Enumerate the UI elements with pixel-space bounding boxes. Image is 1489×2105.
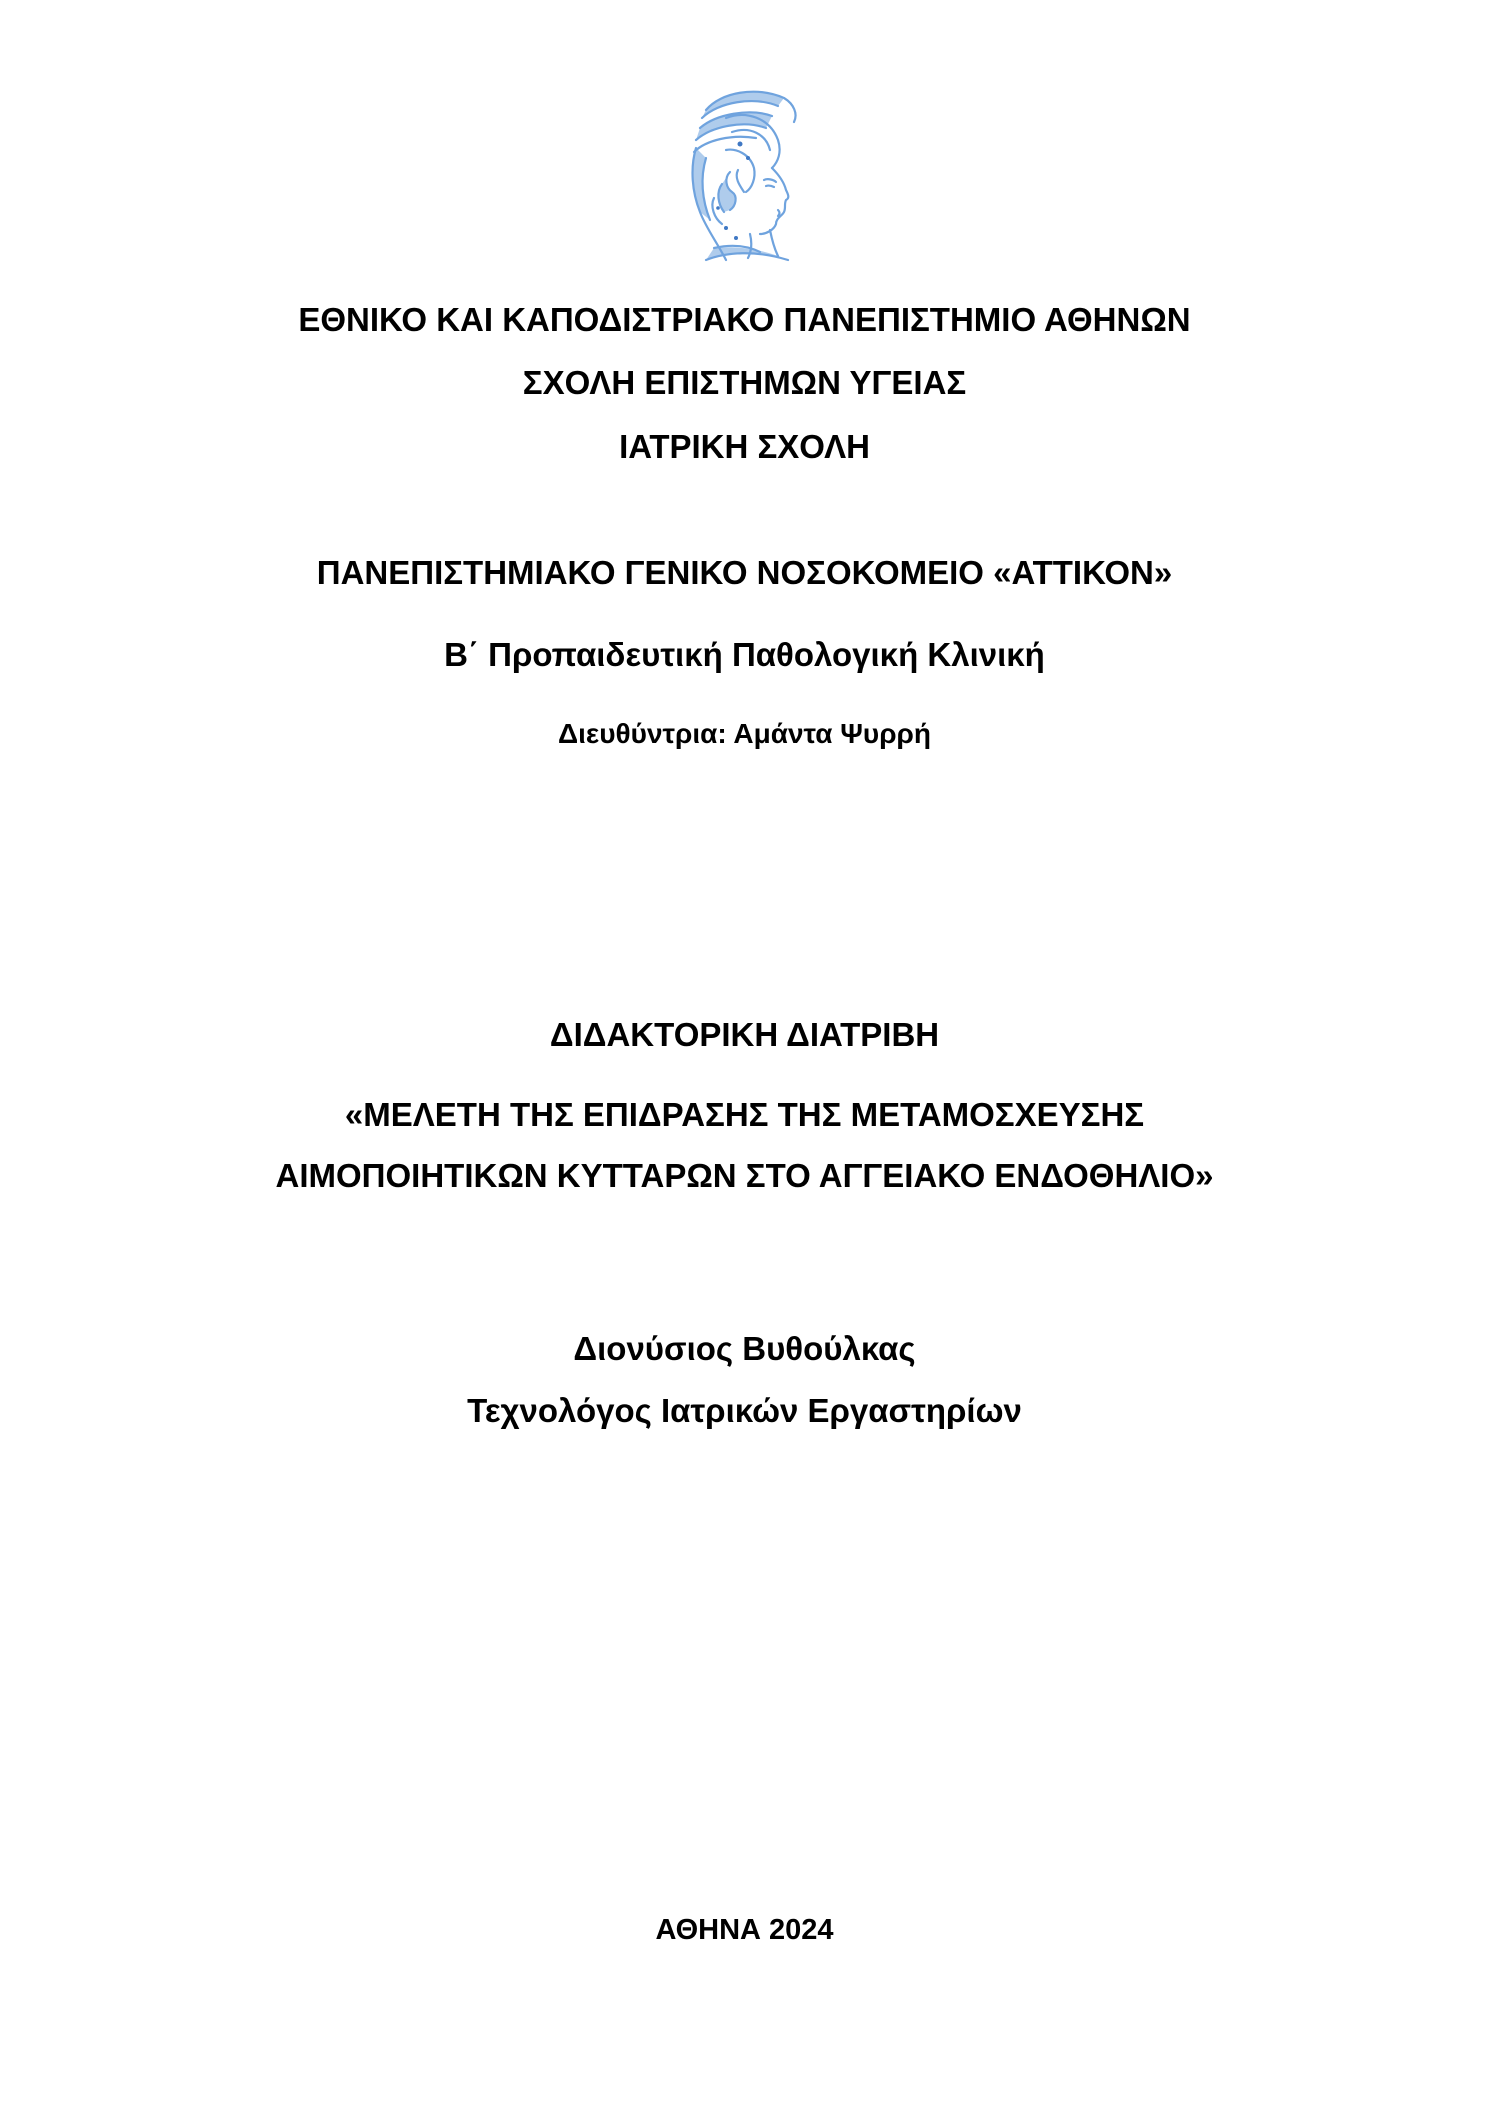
thesis-title-line2: ΑΙΜΟΠΟΙΗΤΙΚΩΝ ΚΥΤΤΑΡΩΝ ΣΤΟ ΑΓΓΕΙΑΚΟ ΕΝΔΟΘΗΛΙΟ» <box>275 1157 1214 1194</box>
author-title: Τεχνολόγος Ιατρικών Εργαστηρίων <box>467 1392 1022 1429</box>
athena-head-logo <box>666 88 816 266</box>
place-year: ΑΘΗΝΑ 2024 <box>655 1914 834 1946</box>
author-name: Διονύσιος Βυθούλκας <box>573 1330 916 1367</box>
university-name: ΕΘΝΙΚΟ ΚΑΙ ΚΑΠΟΔΙΣΤΡΙΑΚΟ ΠΑΝΕΠΙΣΤΗΜΙΟ ΑΘΗΝΩΝ <box>298 301 1191 338</box>
clinic-name: Β΄ Προπαιδευτική Παθολογική Κλινική <box>444 636 1045 673</box>
faculty-name: ΙΑΤΡΙΚΗ ΣΧΟΛΗ <box>619 428 870 465</box>
thesis-title-line1: «ΜΕΛΕΤΗ ΤΗΣ ΕΠΙΔΡΑΣΗΣ ΤΗΣ ΜΕΤΑΜΟΣΧΕΥΣΗΣ <box>344 1096 1145 1133</box>
hospital-name: ΠΑΝΕΠΙΣΤΗΜΙΑΚΟ ΓΕΝΙΚΟ ΝΟΣΟΚΟΜΕΙΟ «ΑΤΤΙΚΟΝ» <box>316 554 1173 591</box>
thesis-type: ΔΙΔΑΚΤΟΡΙΚΗ ΔΙΑΤΡΙΒΗ <box>549 1016 940 1053</box>
clinic-director: Διευθύντρια: Αμάντα Ψυρρή <box>558 718 931 749</box>
school-name: ΣΧΟΛΗ ΕΠΙΣΤΗΜΩΝ ΥΓΕΙΑΣ <box>522 364 967 401</box>
